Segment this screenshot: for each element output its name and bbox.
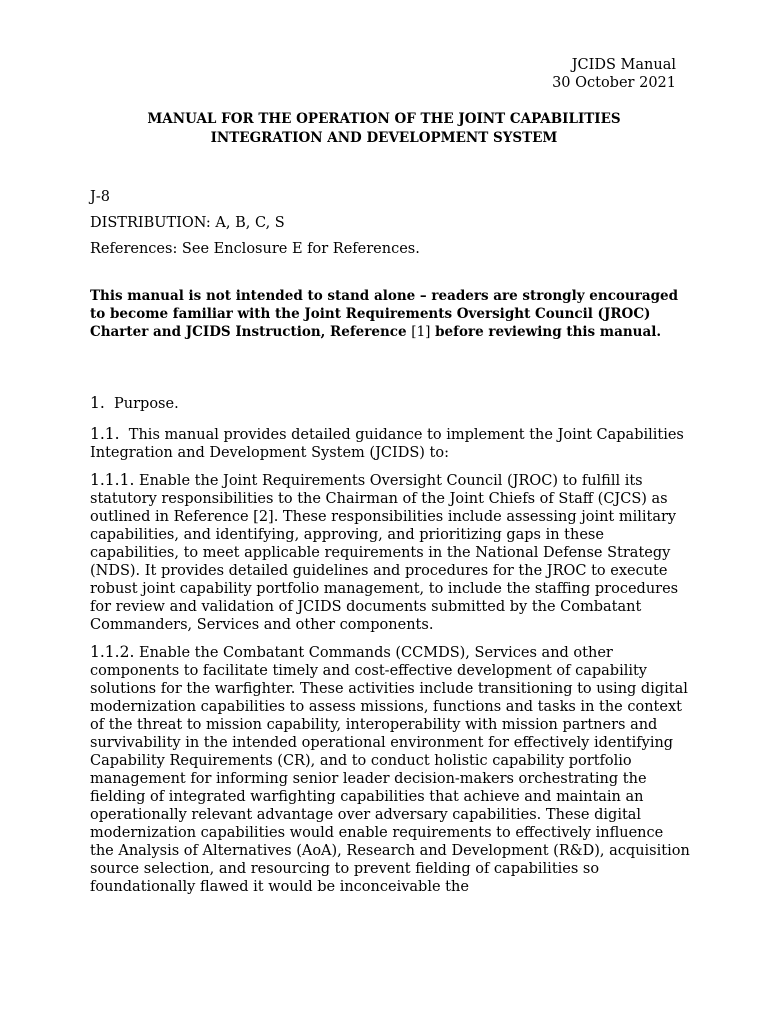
notice-reference: [1] — [411, 324, 431, 340]
doc-date: 30 October 2021 — [552, 75, 676, 91]
section-number: 1.1.1. — [90, 471, 135, 489]
document-header — [552, 56, 676, 92]
standalone-notice — [90, 287, 690, 341]
section-1-1 — [90, 425, 690, 462]
title-line-2: INTEGRATION AND DEVELOPMENT SYSTEM — [210, 130, 558, 146]
section-1-1-2 — [90, 643, 690, 896]
title-line-1: MANUAL FOR THE OPERATION OF THE JOINT CAPABILITIES — [147, 111, 621, 127]
section-text: Purpose. — [114, 396, 179, 412]
section-text: Enable the Joint Requirements Oversight Council (JROC) to fulfill its statutory responsibilities to the Chairman of the Joint Chiefs of Staff (CJCS) as outlined in Reference [2]. These responsibilities include assessing joint military capabilities, and identifying, approving, and prioritizing gaps in these capabilities, to meet applicable requirements in the National Defense Strategy (NDS). It provides detailed guidelines and procedures for the JROC to execute robust joint capability portfolio management, to include the staffing procedures for review and validation of JCIDS documents submitted by the Combatant Commanders, Services and other components. — [90, 473, 679, 633]
doc-name: JCIDS Manual — [571, 57, 676, 73]
section-number: 1. — [90, 394, 105, 412]
section-1 — [90, 394, 690, 413]
section-text: Enable the Combatant Commands (CCMDS), Services and other components to facilitate timely and cost-effective development of capability solutions for the warfighter. These activities include transitioning to using digital modernization capabilities to assess missions, functions and tasks in the context of the threat to mission capability, interoperability with mission partners and survivability in the intended operational environment for effectively identifying Capability Requirements (CR), and to conduct holistic capability portfolio management for informing senior leader decision-makers orchestrating the fielding of integrated warfighting capabilities that achieve and maintain an operationally relevant advantage over adversary capabilities. These digital modernization capabilities would enable requirements to effectively influence the Analysis of Alternatives (AoA), Research and Development (R&D), acquisition source selection, and resourcing to prevent fielding of capabilities so foundationally flawed it would be inconceivable the — [90, 645, 690, 895]
notice-text-before: This manual is not intended to stand alone – readers are strongly encouraged to become familiar with the Joint Requirements Oversight Council (JROC) Charter and JCIDS Instruction, Reference — [90, 288, 679, 340]
references-line: References: See Enclosure E for References. — [90, 241, 420, 257]
notice-text-after: before reviewing this manual. — [430, 324, 662, 340]
document-meta — [90, 184, 420, 262]
document-title — [0, 110, 768, 148]
office-code: J-8 — [90, 189, 110, 205]
section-number: 1.1. — [90, 425, 120, 443]
section-1-1-1 — [90, 471, 690, 634]
distribution-line: DISTRIBUTION: A, B, C, S — [90, 215, 285, 231]
section-text: This manual provides detailed guidance to implement the Joint Capabilities Integration and Development System (JCIDS) to: — [90, 427, 684, 461]
document-body — [90, 394, 690, 906]
section-number: 1.1.2. — [90, 643, 135, 661]
